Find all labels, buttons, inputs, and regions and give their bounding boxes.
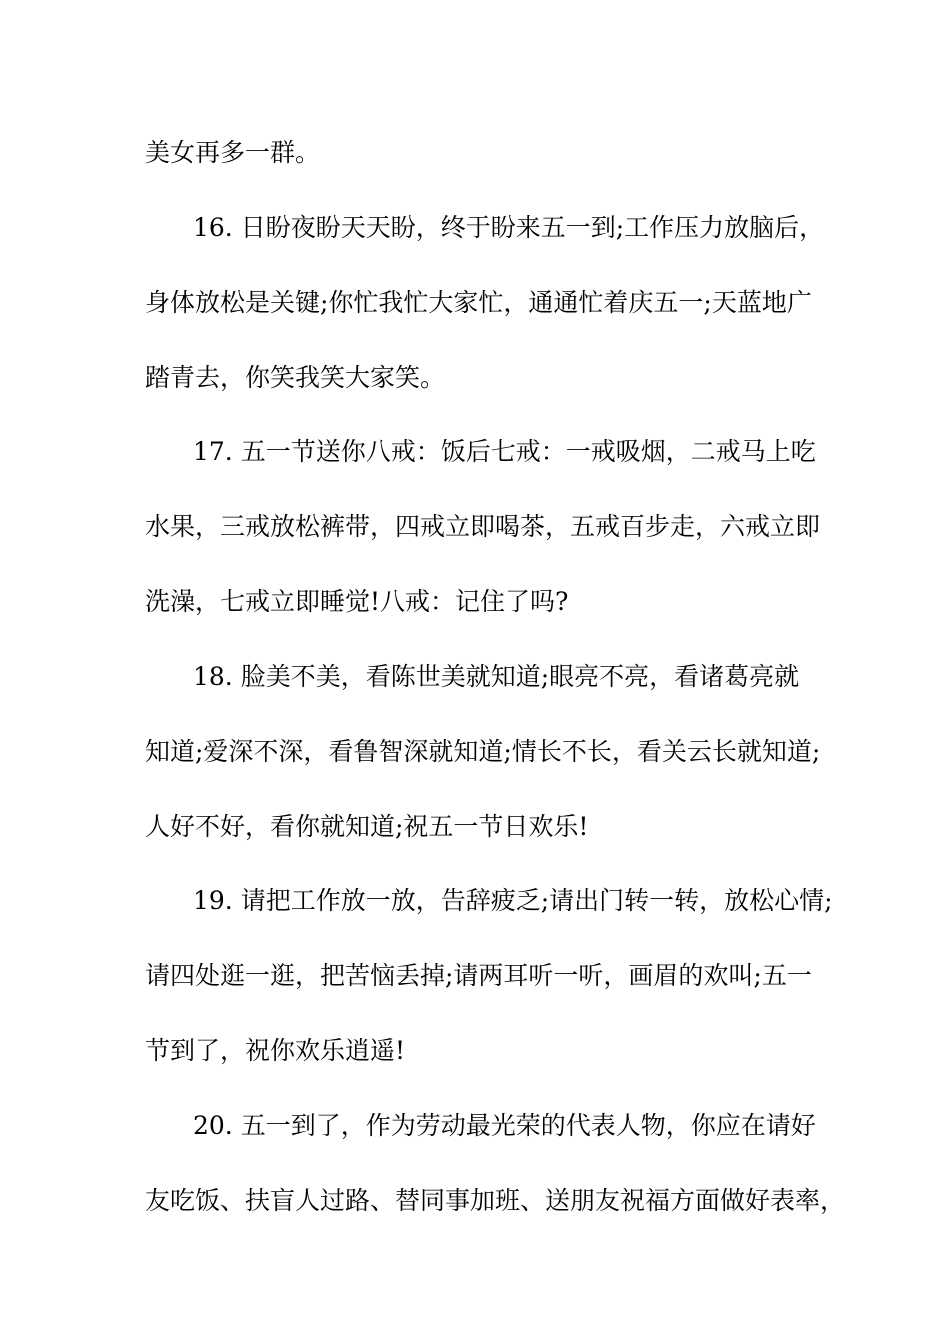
text-line: 身体放松是关键;你忙我忙大家忙，通通忙着庆五一;天蓝地广: [145, 288, 812, 317]
text-line: 节到了，祝你欢乐逍遥!: [145, 1036, 406, 1065]
text-line-item-20: 20. 五一到了，作为劳动最光荣的代表人物，你应在请好: [193, 1111, 816, 1140]
text-line: 洗澡，七戒立即睡觉!八戒：记住了吗?: [145, 587, 569, 616]
text-line-item-18: 18. 脸美不美，看陈世美就知道;眼亮不亮，看诸葛亮就: [193, 662, 800, 691]
text-line: 水果，三戒放松裤带，四戒立即喝茶，五戒百步走，六戒立即: [145, 512, 821, 541]
text-line: 美女再多一群。: [145, 138, 321, 167]
text-line-item-19: 19. 请把工作放一放，告辞疲乏;请出门转一转，放松心情;: [193, 886, 833, 915]
text-line: 踏青去，你笑我笑大家笑。: [145, 363, 446, 392]
text-line: 请四处逛一逛，把苦恼丢掉;请两耳听一听，画眉的欢叫;五一: [145, 961, 812, 990]
text-line: 人好不好，看你就知道;祝五一节日欢乐!: [145, 812, 589, 841]
text-line: 知道;爱深不深，看鲁智深就知道;情长不长，看关云长就知道;: [145, 737, 821, 766]
text-line: 友吃饭、扶盲人过路、替同事加班、送朋友祝福方面做好表率，: [145, 1186, 846, 1215]
text-line-item-16: 16. 日盼夜盼天天盼，终于盼来五一到;工作压力放脑后，: [193, 213, 825, 242]
text-line-item-17: 17. 五一节送你八戒：饭后七戒：一戒吸烟，二戒马上吃: [193, 437, 816, 466]
